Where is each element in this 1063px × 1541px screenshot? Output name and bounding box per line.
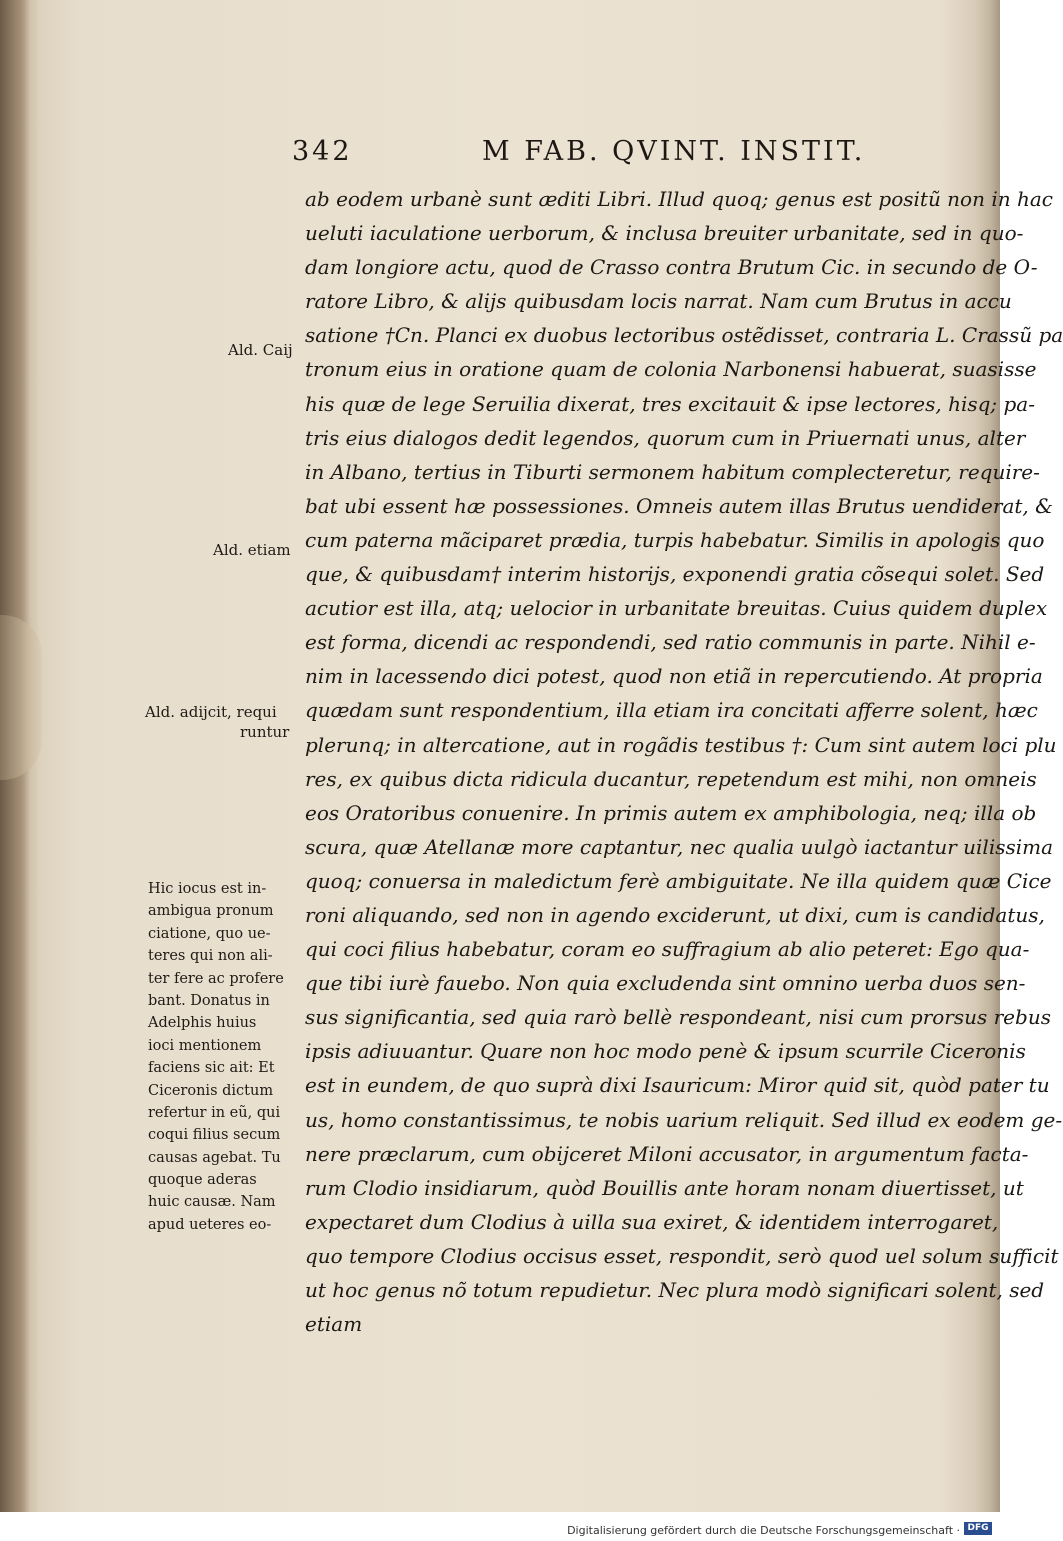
margin-note-etiam: Ald. etiam [213, 541, 291, 559]
gloss-line: refertur in eũ, qui [148, 1104, 281, 1121]
text-line: quo tempore Clodius occisus esset, respondit, serò quod uel solum sufficit [305, 1243, 1059, 1268]
text-line: scura, quæ Atellanæ more captantur, nec qualia uulgò iactantur uilissima [305, 834, 1054, 859]
gloss-line: Hic iocus est in- [148, 881, 267, 897]
margin-gloss [148, 878, 298, 1236]
gloss-line: ioci mentionem [148, 1037, 262, 1054]
text-line: ut hoc genus nõ totum repudietur. Nec plura modò significari solent, sed [305, 1278, 1045, 1302]
gloss-line: Adelphis huius [148, 1015, 257, 1032]
gloss-line: ciatione, quo ue- [148, 925, 271, 942]
running-title: M FAB. QVINT. INSTIT. [482, 136, 866, 167]
page-clip [0, 615, 42, 780]
text-line: sus significantia, sed quia rarò bellè respondeant, nisi cum prorsus rebus [305, 1005, 1051, 1030]
text-line: tris eius dialogos dedit legendos, quorum cum in Priuernati unus, alter [305, 425, 1026, 450]
gloss-line: teres qui non ali- [148, 948, 273, 965]
text-line: plerunq; in altercatione, aut in rogãdis testibus †: Cum sint autem loci plu [305, 732, 1057, 757]
gloss-line: ambigua pronum [148, 903, 274, 920]
margin-note-adijcit: Ald. adijcit, requi [145, 703, 277, 721]
gloss-line: faciens sic ait: Et [148, 1060, 275, 1077]
text-line: acutior est illa, atq; uelocior in urbanitate breuitas. Cuius quidem duplex [305, 596, 1048, 621]
gloss-line: apud ueteres eo- [148, 1216, 272, 1233]
text-line: que, & quibusdam† interim historijs, exponendi gratia cõsequi solet. Sed [305, 562, 1045, 587]
text-line: nim in lacessendo dici potest, quod non etiã in repercutiendo. At propria [305, 664, 1043, 689]
main-text-block [305, 182, 1063, 1341]
text-line: satione †Cn. Planci ex duobus lectoribus ostẽdisset, contraria L. Crassũ pa [305, 323, 1063, 348]
text-line: quoq; conuersa in maledictum ferè ambiguitate. Ne illa quidem quæ Cice [305, 868, 1052, 893]
text-line: eos Oratoribus conuenire. In primis autem ex amphibologia, neq; illa ob [305, 800, 1037, 825]
text-line: tronum eius in oratione quam de colonia Narbonensi habuerat, suasisse [305, 357, 1037, 382]
text-line: in Albano, tertius in Tiburti sermonem habitum complecteretur, require- [305, 459, 1040, 484]
text-line: ratore Libro, & alijs quibusdam locis narrat. Nam cum Brutus in accu [305, 289, 1012, 314]
margin-note-caij: Ald. Caij [228, 341, 293, 359]
text-line: rum Clodio insidiarum, quòd Bouillis ante horam nonam diuertisset, ut [305, 1175, 1024, 1200]
text-line: dam longiore actu, quod de Crasso contra Brutum Cic. in secundo de O- [305, 255, 1038, 280]
gloss-line: causas agebat. Tu [148, 1149, 281, 1166]
text-line: us, homo constantissimus, te nobis uarium reliquit. Sed illud ex eodem ge- [305, 1107, 1063, 1132]
gloss-line: huic causæ. Nam [148, 1194, 276, 1211]
text-line: etiam [305, 1312, 363, 1337]
gloss-line: ter fere ac profere [148, 970, 284, 987]
gloss-line: coqui filius secum [148, 1127, 281, 1144]
text-line: res, ex quibus dicta ridicula ducantur, repetendum est mihi, non omneis [305, 766, 1037, 791]
gloss-line: Ciceronis dictum [148, 1082, 274, 1099]
footer-credit: Digitalisierung gefördert durch die Deutsche Forschungsgemeinschaft · [567, 1524, 960, 1537]
dfg-logo: DFG [964, 1522, 992, 1535]
text-line: expectaret dum Clodius à uilla sua exiret, & identidem interrogaret, [305, 1209, 999, 1234]
gloss-line: quoque aderas [148, 1172, 257, 1189]
text-line: ueluti iaculatione uerborum, & inclusa breuiter urbanitate, sed in quo- [305, 221, 1024, 246]
text-line: est in eundem, de quo suprà dixi Isauricum: Miror quid sit, quòd pater tu [305, 1073, 1050, 1098]
text-line: bat ubi essent hæ possessiones. Omneis autem illas Brutus uendiderat, & [305, 493, 1053, 518]
text-line: est forma, dicendi ac respondendi, sed ratio communis in parte. Nihil e- [305, 630, 1036, 655]
gloss-line: bant. Donatus in [148, 992, 270, 1009]
page-number: 342 [292, 136, 353, 167]
text-line: nere præclarum, cum obijceret Miloni accusator, in argumentum facta- [305, 1141, 1029, 1166]
text-line: ipsis adiuuantur. Quare non hoc modo penè & ipsum scurrile Ciceronis [305, 1039, 1026, 1064]
text-line: cum paterna mãciparet prædia, turpis habebatur. Similis in apologis quo [305, 527, 1045, 552]
text-line: ab eodem urbanè sunt æditi Libri. Illud quoq; genus est positũ non in hac [305, 187, 1053, 211]
text-line: his quæ de lege Seruilia dixerat, tres excitauit & ipse lectores, hisq; pa- [305, 391, 1035, 416]
text-line: quædam sunt respondentium, illa etiam ira concitati afferre solent, hæc [305, 698, 1038, 723]
text-line: qui coci filius habebatur, coram eo suffragium ab alio peteret: Ego qua- [305, 937, 1030, 962]
text-line: que tibi iurè fauebo. Non quia excludenda sint omnino uerba duos sen- [305, 971, 1026, 996]
text-line: roni aliquando, sed non in agendo exciderunt, ut dixi, cum is candidatus, [305, 902, 1045, 927]
margin-note-adijcit-cont: runtur [240, 723, 290, 741]
